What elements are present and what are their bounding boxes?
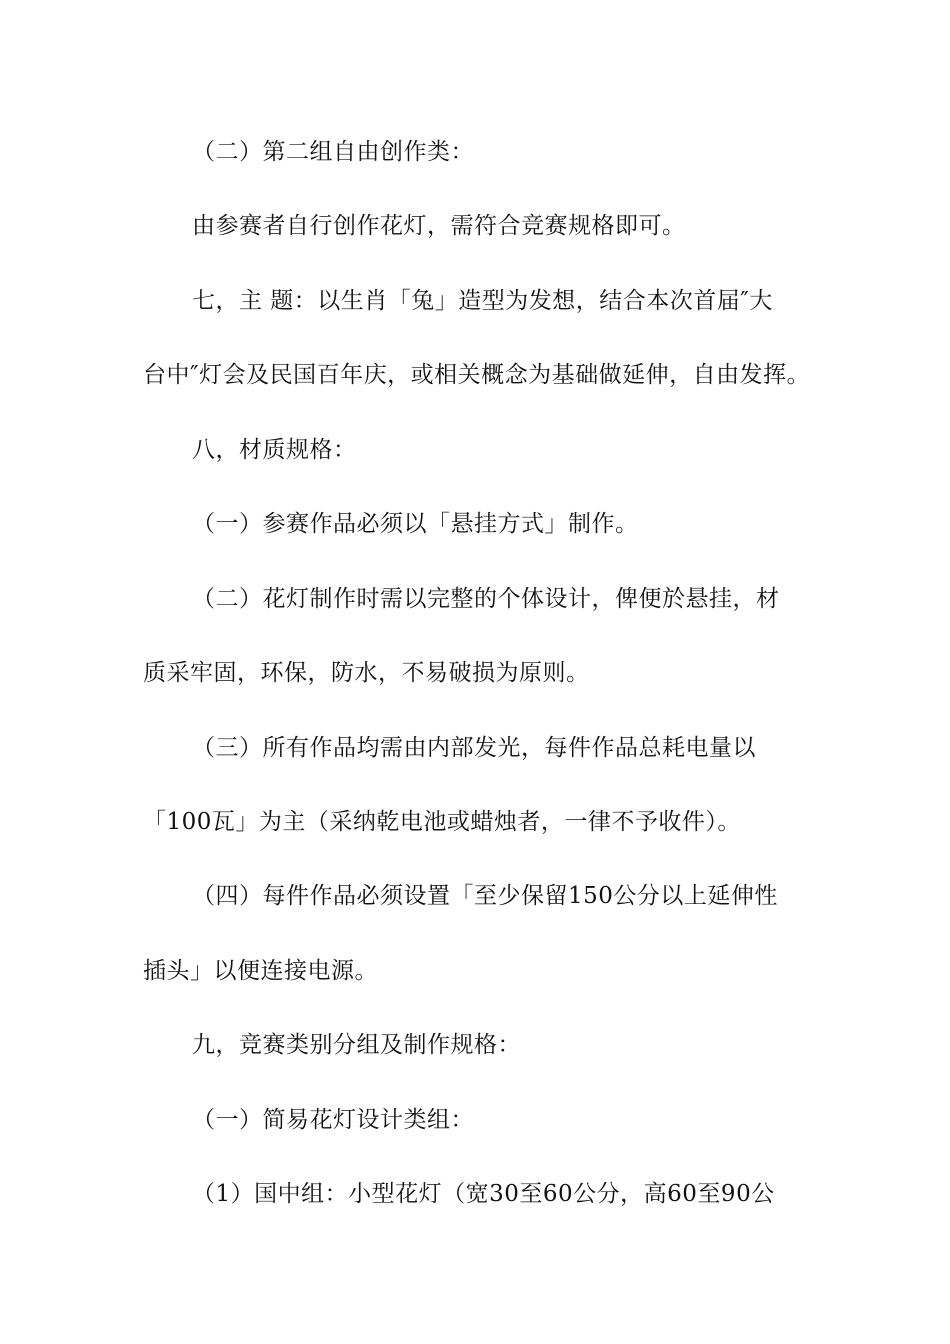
paragraph-line: （四）每件作品必须设置「至少保留150公分以上延伸性 [192, 883, 778, 909]
paragraph-line: 「100瓦」为主（采纳乾电池或蜡烛者，一律不予收件）。 [143, 809, 741, 835]
subsection-heading: （二）第二组自由创作类： [192, 139, 474, 165]
paragraph-line: 由参赛者自行创作花灯，需符合竞赛规格即可。 [192, 213, 686, 239]
section-heading-categories: 九，竞赛类别分组及制作规格： [192, 1032, 521, 1058]
paragraph-line: 插头」以便连接电源。 [143, 958, 378, 984]
subsection-heading: （一）简易花灯设计类组： [192, 1107, 474, 1133]
paragraph-line: 质采牢固，环保，防水，不易破损为原则。 [143, 660, 590, 686]
paragraph-line: 台中″灯会及民国百年庆，或相关概念为基础做延伸，自由发挥。 [143, 362, 811, 388]
paragraph-line: （1）国中组：小型花灯（宽30至60公分，高60至90公 [192, 1181, 775, 1207]
paragraph-line: （二）花灯制作时需以完整的个体设计，俾便於悬挂，材 [192, 586, 780, 612]
section-heading-materials: 八，材质规格： [192, 437, 357, 463]
paragraph-line: （三）所有作品均需由内部发光，每件作品总耗电量以 [192, 735, 756, 761]
paragraph-line: （一）参赛作品必须以「悬挂方式」制作。 [192, 511, 639, 537]
section-heading-theme: 七，主 题：以生肖「兔」造型为发想，结合本次首届″大 [192, 288, 773, 314]
